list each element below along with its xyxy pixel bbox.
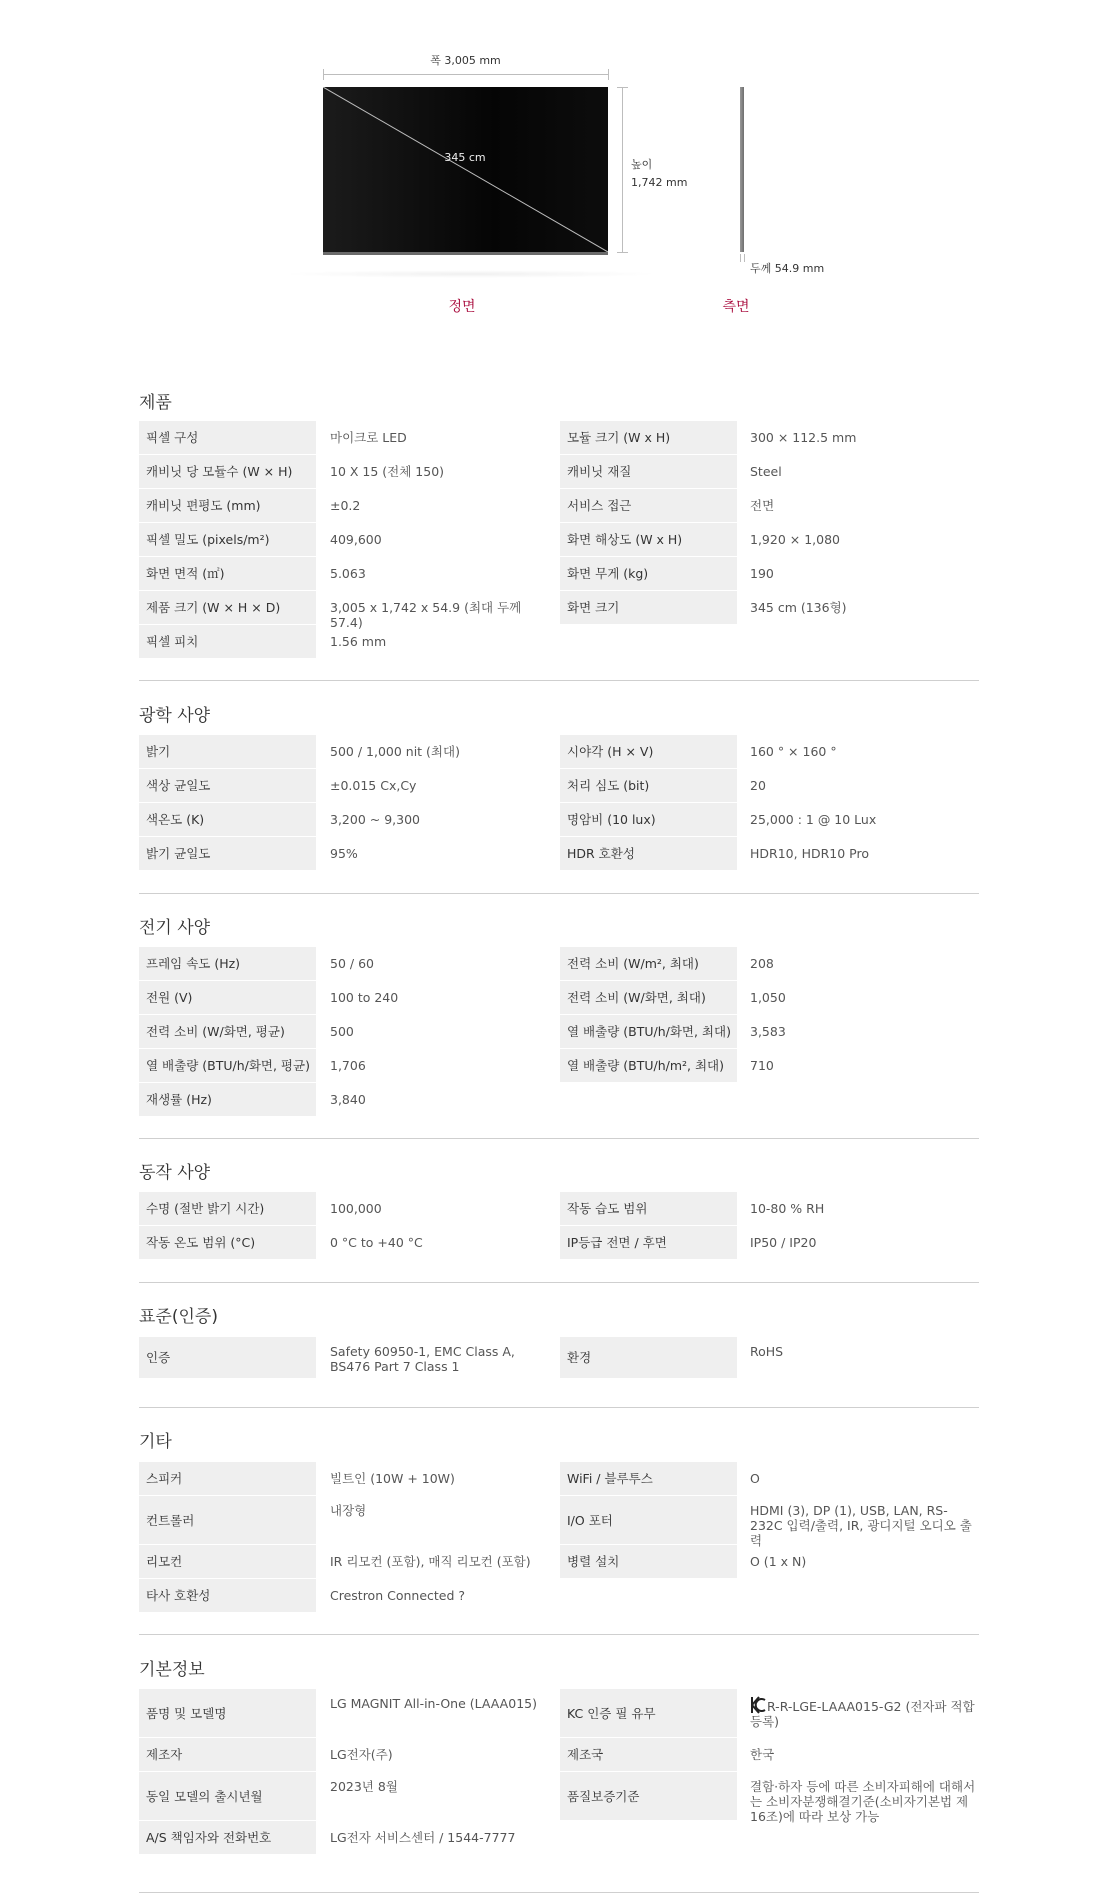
spec-label: 품질보증기준	[560, 1772, 737, 1820]
section-divider	[139, 680, 979, 681]
spec-label: 전력 소비 (W/m², 최대)	[560, 947, 737, 980]
spec-label: 열 배출량 (BTU/h/화면, 평균)	[139, 1049, 316, 1082]
height-dimension-line	[622, 87, 623, 252]
spec-label: A/S 책임자와 전화번호	[139, 1821, 316, 1854]
spec-label: WiFi / 블루투스	[560, 1462, 737, 1495]
spec-value: 208	[750, 956, 774, 971]
spec-row	[139, 1579, 979, 1612]
front-view-screen	[323, 87, 608, 255]
spec-row	[139, 1083, 979, 1116]
spec-label: 제조자	[139, 1738, 316, 1771]
section-title-optical: 광학 사양	[139, 706, 211, 726]
spec-label: 병렬 설치	[560, 1545, 737, 1578]
spec-row	[139, 803, 979, 836]
spec-label: 리모컨	[139, 1545, 316, 1578]
spec-value: 1.56 mm	[330, 634, 387, 649]
spec-label: 명암비 (10 lux)	[560, 803, 737, 836]
spec-label: 프레임 속도 (Hz)	[139, 947, 316, 980]
diagonal-size-label: 345 cm	[444, 151, 486, 164]
spec-label: IP등급 전면 / 후면	[560, 1226, 737, 1259]
spec-value: 500 / 1,000 nit (최대)	[330, 744, 460, 759]
spec-value: 95%	[330, 846, 358, 861]
spec-value: 3,200 ~ 9,300	[330, 812, 420, 827]
section-divider	[139, 1634, 979, 1635]
spec-value: 100,000	[330, 1201, 382, 1216]
spec-label: 작동 습도 범위	[560, 1192, 737, 1225]
spec-label: 전력 소비 (W/화면, 평균)	[139, 1015, 316, 1048]
height-dimension-tick-bottom	[617, 252, 628, 253]
spec-label: 작동 온도 범위 (°C)	[139, 1226, 316, 1259]
spec-row	[139, 1462, 979, 1495]
product-dimension-diagram	[0, 0, 1120, 330]
spec-row	[139, 1337, 979, 1378]
spec-value: 1,706	[330, 1058, 366, 1073]
spec-label: 시야각 (H × V)	[560, 735, 737, 768]
spec-label: 밝기 균일도	[139, 837, 316, 870]
spec-label: 픽셀 피치	[139, 625, 316, 658]
depth-dimension-label: 두께 54.9 mm	[750, 262, 825, 275]
section-divider	[139, 1138, 979, 1139]
spec-label: 제조국	[560, 1738, 737, 1771]
spec-label: 제품 크기 (W × H × D)	[139, 591, 316, 624]
spec-label: 캐비닛 당 모듈수 (W × H)	[139, 455, 316, 488]
spec-row	[139, 523, 979, 556]
spec-label: 밝기	[139, 735, 316, 768]
spec-label: I/O 포터	[560, 1496, 737, 1544]
width-dimension-line	[323, 74, 608, 75]
width-dimension-tick-right	[608, 69, 609, 80]
spec-value: Safety 60950-1, EMC Class A, BS476 Part 7 Class 1	[330, 1344, 515, 1374]
spec-value: 1,920 × 1,080	[750, 532, 840, 547]
spec-row	[139, 1689, 979, 1737]
spec-value: 160 ° × 160 °	[750, 744, 837, 759]
spec-label: 타사 호환성	[139, 1579, 316, 1612]
spec-label: 처리 심도 (bit)	[560, 769, 737, 802]
side-view-panel	[740, 87, 744, 252]
spec-label: 컨트롤러	[139, 1496, 316, 1544]
spec-row	[139, 1049, 979, 1082]
floor-shadow	[280, 270, 660, 278]
spec-row	[139, 1545, 979, 1578]
spec-row	[139, 1738, 979, 1771]
height-dimension-tick-top	[617, 87, 628, 88]
spec-label: 수명 (절반 밝기 시간)	[139, 1192, 316, 1225]
spec-row	[139, 769, 979, 802]
screen-diagonal-line	[323, 87, 608, 252]
spec-row	[139, 455, 979, 488]
spec-label: 동일 모델의 출시년월	[139, 1772, 316, 1820]
spec-value: LG MAGNIT All-in-One (LAAA015)	[330, 1696, 537, 1711]
spec-value: 300 × 112.5 mm	[750, 430, 857, 445]
spec-value: 3,005 x 1,742 x 54.9 (최대 두께 57.4)	[330, 600, 522, 630]
front-view-label: 정면	[448, 299, 476, 315]
spec-value: 10 X 15 (전체 150)	[330, 464, 445, 479]
spec-label: 인증	[139, 1337, 316, 1378]
width-dimension-tick-left	[323, 69, 324, 80]
kc-certification-text: R-R-LGE-LAAA015-G2 (전자파 적합등록)	[750, 1699, 975, 1729]
spec-row	[139, 557, 979, 590]
width-dimension-label: 폭 3,005 mm	[430, 54, 501, 67]
spec-value: 2023년 8월	[330, 1779, 398, 1794]
spec-label: 스피커	[139, 1462, 316, 1495]
section-title-electrical: 전기 사양	[139, 918, 211, 938]
spec-label: 픽셀 구성	[139, 421, 316, 454]
spec-label: 서비스 접근	[560, 489, 737, 522]
spec-value: 내장형	[330, 1503, 367, 1518]
spec-value: O (1 x N)	[750, 1554, 807, 1569]
spec-value: 500	[330, 1024, 354, 1039]
spec-label: 환경	[560, 1337, 737, 1378]
spec-value: IP50 / IP20	[750, 1235, 817, 1250]
height-label-title: 높이	[631, 158, 653, 171]
spec-row	[139, 947, 979, 980]
spec-value: Steel	[750, 464, 782, 479]
spec-label: 품명 및 모델명	[139, 1689, 316, 1737]
spec-value: O	[750, 1471, 760, 1486]
section-title-standards: 표준(인증)	[139, 1307, 218, 1327]
depth-dimension-tick-right	[744, 254, 745, 262]
spec-label: 열 배출량 (BTU/h/m², 최대)	[560, 1049, 737, 1082]
spec-row	[139, 1192, 979, 1225]
section-title-product: 제품	[139, 393, 172, 413]
spec-label: 전력 소비 (W/화면, 최대)	[560, 981, 737, 1014]
spec-row	[139, 1496, 979, 1548]
spec-row	[139, 625, 979, 658]
spec-row	[139, 1015, 979, 1048]
spec-label: 전원 (V)	[139, 981, 316, 1014]
spec-value: 10-80 % RH	[750, 1201, 825, 1216]
spec-value: 1,050	[750, 990, 786, 1005]
spec-value: 25,000 : 1 @ 10 Lux	[750, 812, 877, 827]
spec-value: 20	[750, 778, 766, 793]
spec-value: IR 리모컨 (포함), 매직 리모컨 (포함)	[330, 1554, 531, 1569]
spec-row	[139, 421, 979, 454]
spec-value: 0 °C to +40 °C	[330, 1235, 423, 1250]
spec-row	[139, 837, 979, 870]
spec-value: 190	[750, 566, 774, 581]
section-divider	[139, 893, 979, 894]
spec-value: 3,583	[750, 1024, 786, 1039]
section-divider	[139, 1282, 979, 1283]
spec-value: 3,840	[330, 1092, 366, 1107]
section-title-basic: 기본정보	[139, 1660, 205, 1680]
spec-label: 색온도 (K)	[139, 803, 316, 836]
spec-value: LG전자 서비스센터 / 1544-7777	[330, 1830, 516, 1845]
spec-label: 화면 해상도 (W x H)	[560, 523, 737, 556]
spec-row	[139, 1772, 979, 1824]
spec-value: 마이크로 LED	[330, 430, 407, 445]
spec-label: KC 인증 필 유무	[560, 1689, 737, 1737]
kc-certification-icon	[750, 1696, 766, 1714]
spec-row	[139, 981, 979, 1014]
spec-label: 모듈 크기 (W x H)	[560, 421, 737, 454]
spec-value: 50 / 60	[330, 956, 374, 971]
spec-value: HDMI (3), DP (1), USB, LAN, RS-232C 입력/출력, IR, 광디지털 오디오 출력	[750, 1503, 972, 1548]
spec-label: HDR 호환성	[560, 837, 737, 870]
spec-row	[139, 591, 979, 630]
spec-value: 100 to 240	[330, 990, 399, 1005]
spec-value: 빌트인 (10W + 10W)	[330, 1471, 455, 1486]
section-divider	[139, 1892, 979, 1893]
spec-label: 픽셀 밀도 (pixels/m²)	[139, 523, 316, 556]
spec-row	[139, 489, 979, 522]
section-title-operation: 동작 사양	[139, 1163, 211, 1183]
spec-value: Crestron Connected ?	[330, 1588, 466, 1603]
spec-label: 화면 무게 (kg)	[560, 557, 737, 590]
spec-label: 재생률 (Hz)	[139, 1083, 316, 1116]
height-label-value: 1,742 mm	[631, 176, 688, 189]
section-title-etc: 기타	[139, 1432, 172, 1452]
section-divider	[139, 1407, 979, 1408]
spec-value: 전면	[750, 498, 775, 513]
spec-row	[139, 735, 979, 768]
spec-value: 결함·하자 등에 따른 소비자피해에 대해서는 소비자분쟁해결기준(소비자기본법 제16조)에 따라 보상 가능	[750, 1779, 976, 1824]
spec-label: 캐비닛 재질	[560, 455, 737, 488]
spec-label: 열 배출량 (BTU/h/화면, 최대)	[560, 1015, 737, 1048]
spec-value: 345 cm (136형)	[750, 600, 847, 615]
spec-value: 5.063	[330, 566, 366, 581]
spec-value	[750, 1689, 979, 1729]
spec-label: 화면 면적 (㎡)	[139, 557, 316, 590]
spec-value: 710	[750, 1058, 774, 1073]
spec-value: RoHS	[750, 1344, 784, 1359]
spec-value: HDR10, HDR10 Pro	[750, 846, 869, 861]
spec-value: 한국	[750, 1747, 775, 1762]
spec-row	[139, 1821, 979, 1854]
side-view-label: 측면	[722, 299, 750, 315]
height-dimension-label	[631, 156, 687, 192]
depth-dimension-tick-left	[740, 254, 741, 262]
spec-label: 색상 균일도	[139, 769, 316, 802]
spec-value: 409,600	[330, 532, 382, 547]
spec-label: 화면 크기	[560, 591, 737, 624]
spec-label: 캐비닛 편평도 (mm)	[139, 489, 316, 522]
spec-value: ±0.015 Cx,Cy	[330, 778, 417, 793]
spec-value: LG전자(주)	[330, 1747, 393, 1762]
spec-value: ±0.2	[330, 498, 361, 513]
spec-row	[139, 1226, 979, 1259]
